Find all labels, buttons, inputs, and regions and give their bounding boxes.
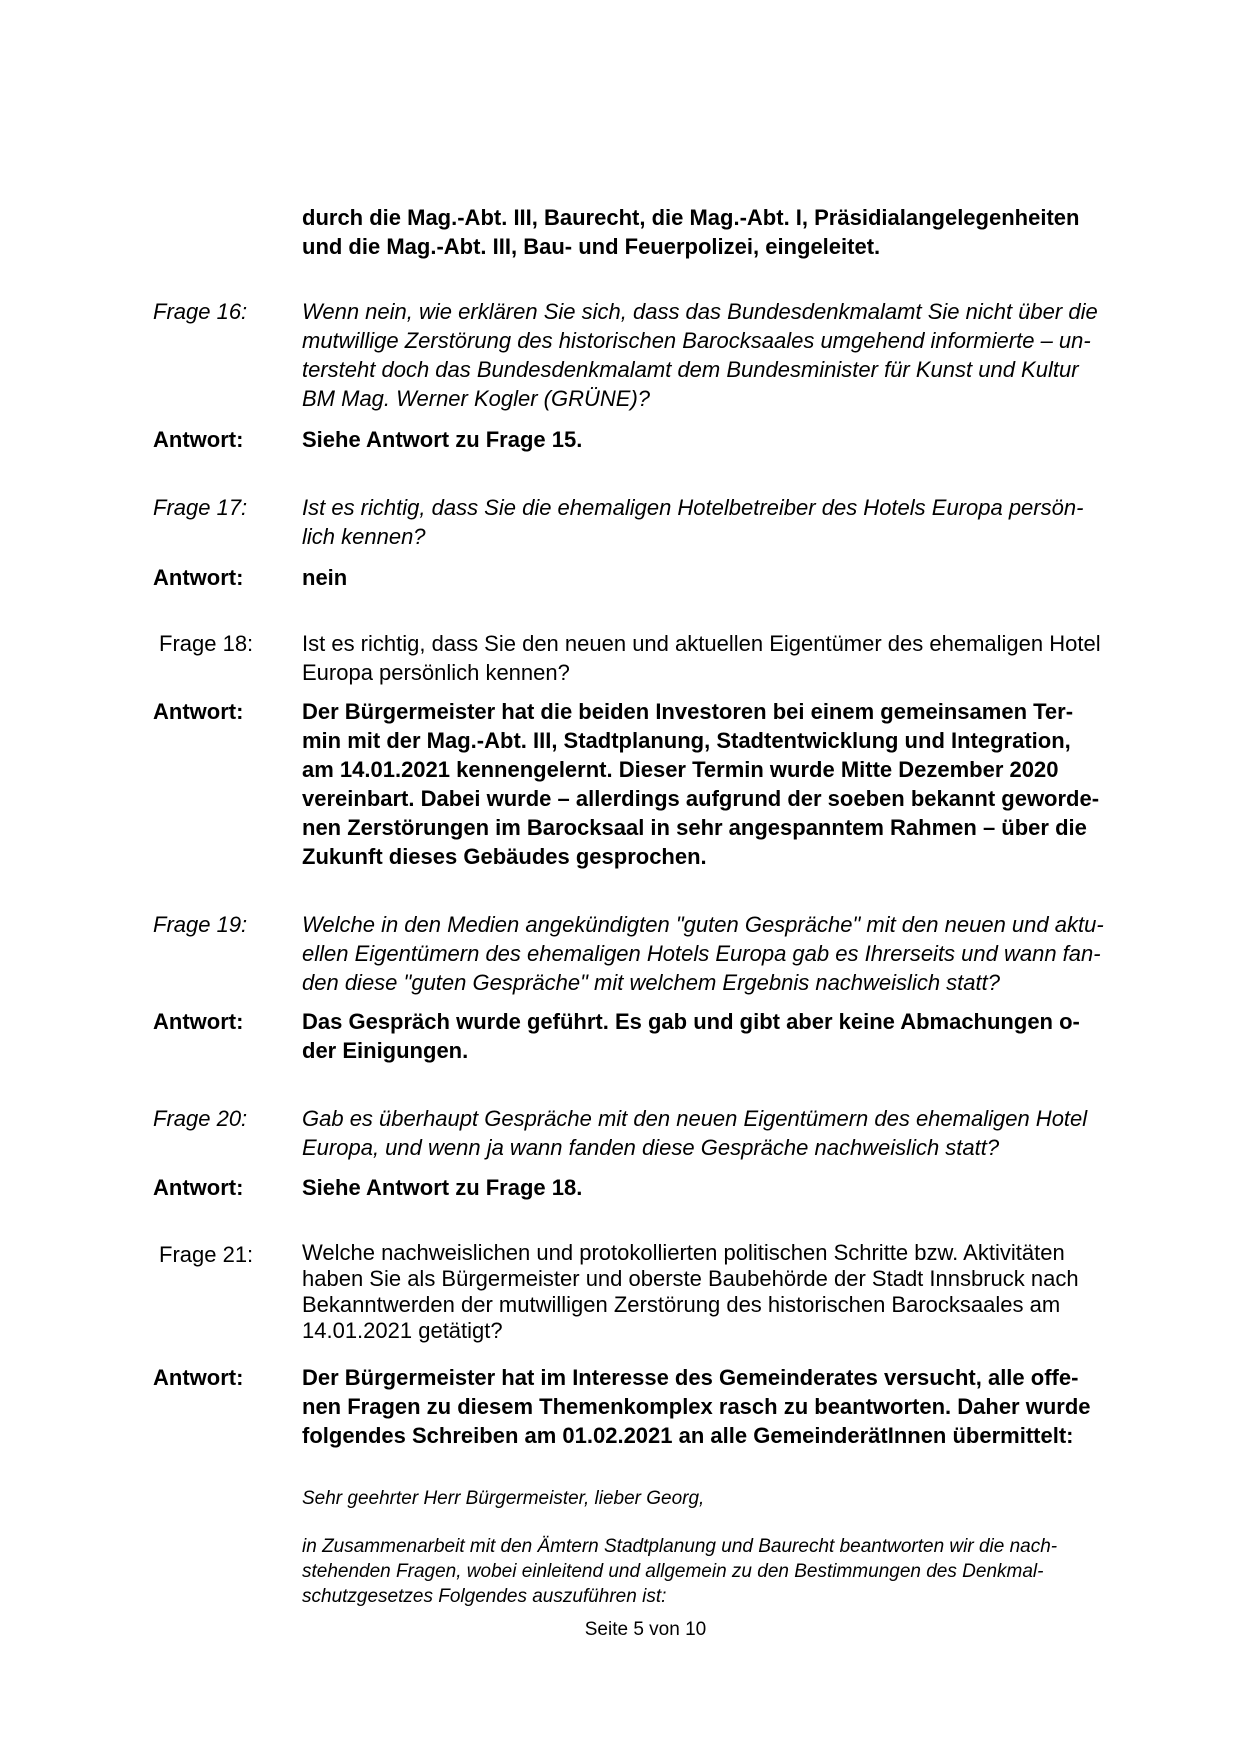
answer-line: am 14.01.2021 kennengelernt. Dieser Termin wurde Mitte Dezember 2020 — [302, 757, 1059, 782]
answer-line: der Einigungen. — [302, 1038, 469, 1063]
question-line: Gab es überhaupt Gespräche mit den neuen Eigentümern des ehemaligen Hotel — [302, 1106, 1088, 1131]
answer-label: Antwort: — [153, 565, 244, 590]
letter-body — [302, 1534, 1142, 1609]
question-line: Wenn nein, wie erklären Sie sich, dass das Bundesdenkmalamt Sie nicht über die — [302, 299, 1098, 324]
answer-line: Der Bürgermeister hat die beiden Investoren bei einem gemeinsamen Ter- — [302, 699, 1074, 724]
question-line: Ist es richtig, dass Sie die ehemaligen Hotelbetreiber des Hotels Europa persön- — [302, 495, 1084, 520]
question-line: ellen Eigentümern des ehemaligen Hotels Europa gab es Ihrerseits und wann fan- — [302, 941, 1101, 966]
answer-line: vereinbart. Dabei wurde – allerdings aufgrund der soeben bekannt geworde- — [302, 786, 1100, 811]
letter-line: stehenden Fragen, wobei einleitend und allgemein zu den Bestimmungen des Denkmal- — [302, 1561, 1044, 1582]
answer-line: Siehe Antwort zu Frage 15. — [302, 427, 583, 452]
question-line: Welche nachweislichen und protokollierten politischen Schritte bzw. Aktivitäten — [302, 1240, 1065, 1265]
answer-text — [302, 563, 1142, 592]
answer-line: min mit der Mag.-Abt. III, Stadtplanung, Stadtentwicklung und Integration, — [302, 728, 1071, 753]
question-line: 14.01.2021 getätigt? — [302, 1318, 503, 1343]
question-text — [302, 629, 1142, 687]
answer-text — [302, 1007, 1142, 1065]
answer-label: Antwort: — [153, 1175, 244, 1200]
question-line: Welche in den Medien angekündigten "guten Gespräche" mit den neuen und aktu- — [302, 912, 1104, 937]
question-line: den diese "guten Gespräche" mit welchem Ergebnis nachweislich statt? — [302, 970, 1000, 995]
answer-line: folgendes Schreiben am 01.02.2021 an alle GemeinderätInnen übermittelt: — [302, 1423, 1074, 1448]
question-line: lich kennen? — [302, 524, 426, 549]
question-label: Frage 16: — [153, 299, 248, 324]
answer-label: Antwort: — [153, 1365, 244, 1390]
question-label: Frage 19: — [153, 912, 248, 937]
question-text — [302, 910, 1142, 997]
answer-label: Antwort: — [153, 699, 244, 724]
question-line: haben Sie als Bürgermeister und oberste Baubehörde der Stadt Innsbruck nach — [302, 1266, 1079, 1291]
answer-line: Der Bürgermeister hat im Interesse des Gemeinderates versucht, alle offe- — [302, 1365, 1079, 1390]
question-label: Frage 21: — [159, 1242, 254, 1267]
answer-label: Antwort: — [153, 1009, 244, 1034]
answer-line: Das Gespräch wurde geführt. Es gab und gibt aber keine Abmachungen o- — [302, 1009, 1080, 1034]
answer-line: Siehe Antwort zu Frage 18. — [302, 1175, 583, 1200]
letter-line: in Zusammenarbeit mit den Ämtern Stadtplanung und Baurecht beantworten wir die nach- — [302, 1536, 1058, 1557]
question-line: Bekanntwerden der mutwilligen Zerstörung des historischen Barocksaales am — [302, 1292, 1061, 1317]
question-line: Ist es richtig, dass Sie den neuen und aktuellen Eigentümer des ehemaligen Hotel — [302, 631, 1101, 656]
intro-paragraph — [302, 203, 1142, 261]
answer-line: Zukunft dieses Gebäudes gesprochen. — [302, 844, 707, 869]
answer-text — [302, 1363, 1142, 1450]
question-label: Frage 17: — [153, 495, 248, 520]
question-text — [302, 1240, 1142, 1344]
question-line: mutwillige Zerstörung des historischen Barocksaales umgehend informierte – un- — [302, 328, 1091, 353]
question-label: Frage 18: — [159, 631, 254, 656]
intro-line: und die Mag.-Abt. III, Bau- und Feuerpolizei, eingeleitet. — [302, 234, 881, 259]
intro-line: durch die Mag.-Abt. III, Baurecht, die Mag.-Abt. I, Präsidialangelegenheiten — [302, 205, 1080, 230]
answer-text — [302, 697, 1142, 871]
answer-label: Antwort: — [153, 427, 244, 452]
answer-line: nen Zerstörungen im Barocksaal in sehr angespanntem Rahmen – über die — [302, 815, 1087, 840]
question-text — [302, 297, 1142, 413]
answer-text — [302, 425, 1142, 454]
question-text — [302, 493, 1142, 551]
question-line: BM Mag. Werner Kogler (GRÜNE)? — [302, 386, 651, 411]
answer-line: nen Fragen zu diesem Themenkomplex rasch zu beantworten. Daher wurde — [302, 1394, 1091, 1419]
question-line: Europa, und wenn ja wann fanden diese Gespräche nachweislich statt? — [302, 1135, 1000, 1160]
question-line: Europa persönlich kennen? — [302, 660, 570, 685]
question-line: tersteht doch das Bundesdenkmalamt dem Bundesminister für Kunst und Kultur — [302, 357, 1079, 382]
question-text — [302, 1104, 1142, 1162]
question-label: Frage 20: — [153, 1106, 248, 1131]
answer-text — [302, 1173, 1142, 1202]
answer-line: nein — [302, 565, 348, 590]
letter-line: schutzgesetzes Folgendes auszuführen ist: — [302, 1586, 667, 1607]
page-number: Seite 5 von 10 — [584, 1619, 707, 1640]
letter-salutation: Sehr geehrter Herr Bürgermeister, lieber Georg, — [302, 1488, 705, 1509]
